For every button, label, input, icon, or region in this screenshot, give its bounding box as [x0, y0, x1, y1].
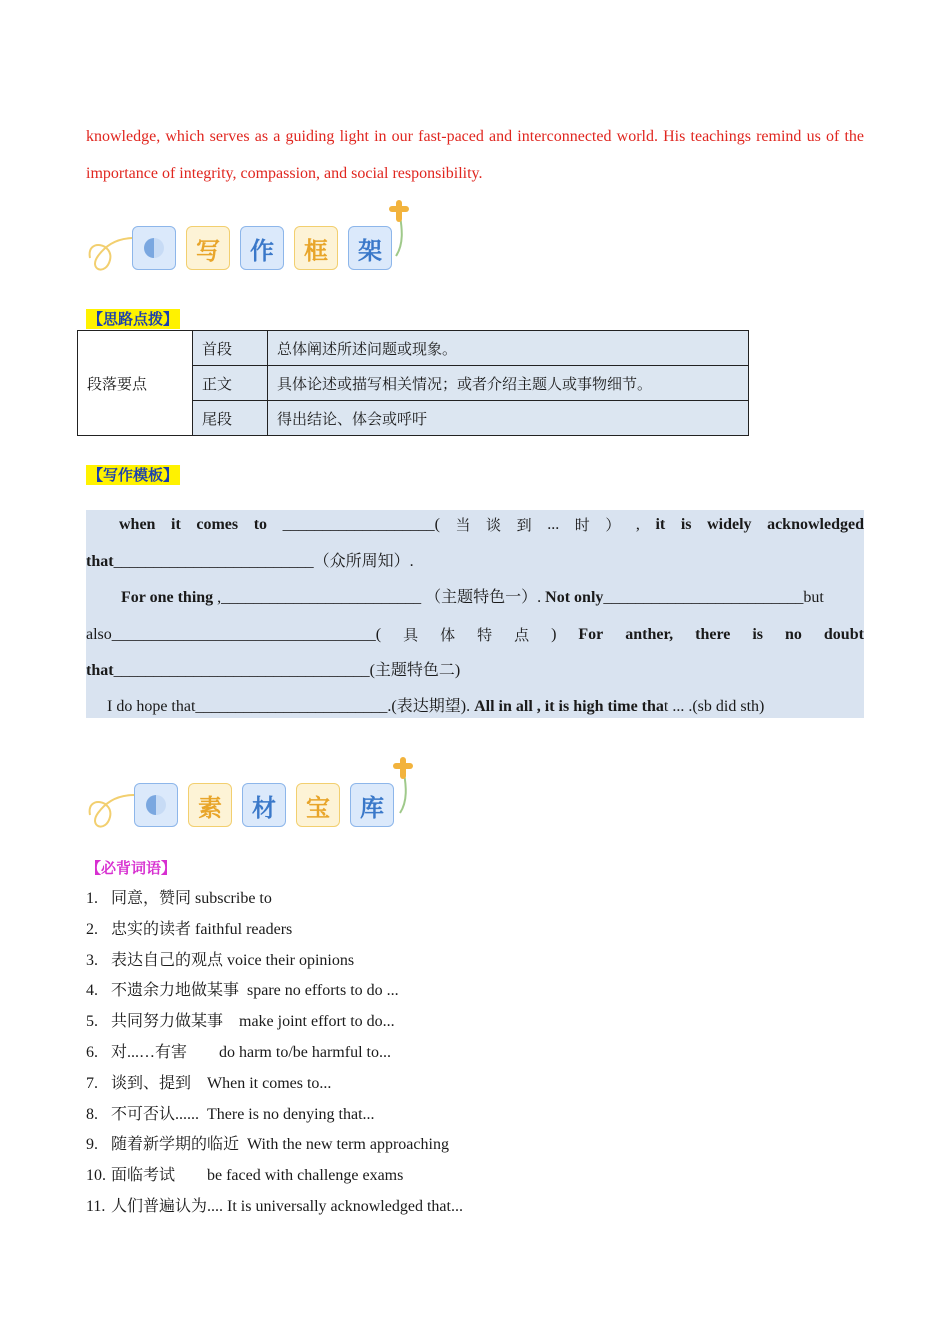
item-text: 不可否认...... There is no denying that... [111, 1105, 375, 1123]
template-word: no [785, 626, 802, 643]
banner-char: 库 [350, 783, 394, 827]
template-line-5 [86, 656, 864, 686]
template-word: to [253, 516, 268, 533]
item-text: 面临考试 be faced with challenge exams [111, 1167, 404, 1185]
template-label: 【写作模板】 [88, 466, 179, 484]
template-word: doubt [823, 626, 864, 643]
list-item [86, 884, 786, 915]
outline-section: 尾段 [193, 401, 268, 436]
outline-row-head: 段落要点 [78, 331, 193, 436]
template-word: Not only [545, 589, 604, 606]
list-item [86, 976, 786, 1007]
template-word: 体 [440, 626, 456, 644]
item-number: 11. [86, 1197, 106, 1215]
outline-desc: 具体论述或描写相关情况；或者介绍主题人或事物细节。 [268, 366, 749, 401]
item-text: 对...…有害 do harm to/be harmful to... [111, 1043, 391, 1061]
template-line-2 [86, 547, 864, 577]
template-word: , [635, 516, 640, 533]
item-number: 9. [86, 1136, 98, 1154]
item-text: 不遗余力地做某事 spare no efforts to do ... [111, 982, 399, 1000]
outline-section: 正文 [193, 366, 268, 401]
item-number: 8. [86, 1105, 98, 1123]
banner-char: 框 [294, 226, 338, 270]
template-word: ... [547, 516, 560, 533]
template-word: is [752, 626, 764, 643]
banner-char: 材 [242, 783, 286, 827]
template-text: _________________________（众所周知）. [113, 553, 414, 570]
template-word: when [119, 516, 156, 533]
item-text: 忠实的读者 faithful readers [111, 920, 293, 938]
flower-icon [393, 757, 413, 779]
item-number: 7. [86, 1074, 98, 1092]
template-word: 特 [477, 626, 493, 644]
template-word: acknowledged [767, 516, 864, 533]
material-library-banner [84, 755, 424, 835]
item-text: 同意，赞同 subscribe to [111, 890, 272, 907]
item-text: 表达自己的观点 voice their opinions [111, 951, 355, 969]
intro-paragraph: knowledge, which serves as a guiding light in our fast-paced and interconnected world. His teachings remind us of the importance of integrity, compassion, and social responsibility. [86, 128, 864, 182]
writing-framework-banner [84, 198, 424, 278]
outline-section: 首段 [193, 331, 268, 366]
template-word: For one thing [121, 589, 214, 606]
outline-desc: 得出结论、体会或呼吁 [268, 401, 749, 436]
list-item [86, 1038, 786, 1069]
list-item [86, 1130, 786, 1161]
banner-char: 宝 [296, 783, 340, 827]
list-item [86, 946, 786, 977]
list-item [86, 1069, 786, 1100]
banner-char: 作 [240, 226, 284, 270]
banner-char: 素 [188, 783, 232, 827]
template-word: widely [707, 516, 752, 533]
template-line-6 [86, 692, 885, 722]
banner-char: 写 [186, 226, 230, 270]
globe-icon [134, 783, 178, 827]
item-text: 共同努力做某事 make joint effort to do... [111, 1013, 395, 1031]
item-number: 1. [86, 890, 98, 907]
template-text: ________________________________(主题特色二) [113, 662, 461, 679]
globe-icon [132, 226, 176, 270]
item-number: 5. [86, 1013, 98, 1031]
template-word: there [695, 626, 731, 643]
template-text: I do hope that________________________.(表达期望). [107, 698, 475, 715]
template-text: ,_________________________ （主题特色一）. [213, 589, 546, 606]
item-number: 2. [86, 920, 98, 938]
list-item [86, 1007, 786, 1038]
writing-template [86, 510, 864, 718]
template-word: ） [605, 516, 621, 534]
template-word: For [578, 626, 604, 643]
list-item [86, 915, 786, 946]
template-word: comes [196, 516, 239, 533]
item-number: 10. [86, 1167, 106, 1185]
item-text: 随着新学期的临近 With the new term approaching [111, 1136, 449, 1154]
outline-desc: 总体阐述所述问题或现象。 [268, 331, 749, 366]
outline-table [77, 330, 749, 436]
template-word: is [680, 516, 692, 533]
list-item [86, 1100, 786, 1131]
template-word: 谈 [486, 516, 502, 534]
template-word: ) [551, 626, 557, 643]
banner-char: 架 [348, 226, 392, 270]
item-text: 谈到、提到 When it comes to... [111, 1074, 332, 1092]
template-line-4 [86, 620, 864, 650]
template-word: All in all , it is high time tha [474, 698, 664, 715]
template-word: that [86, 553, 114, 570]
template-word: 具 [403, 626, 419, 644]
vocab-label: 【必背词语】 [86, 859, 177, 877]
template-line-1 [86, 510, 864, 540]
outline-label: 【思路点拨】 [88, 310, 179, 328]
template-text: t ... .(sb did sth) [663, 698, 765, 715]
template-word: it [171, 516, 181, 533]
template-word: 时 [574, 516, 590, 534]
list-item [86, 1161, 786, 1192]
template-word: 当 [455, 516, 471, 534]
list-item [86, 1192, 786, 1223]
template-line-3 [86, 583, 899, 613]
template-word: 点 [514, 626, 530, 644]
flower-icon [389, 200, 409, 222]
template-word: that [86, 662, 114, 679]
template-word: 到 [516, 516, 532, 534]
template-word: it [655, 516, 666, 533]
template-text: _________________________but [603, 589, 824, 606]
item-number: 4. [86, 982, 98, 1000]
vocab-list [86, 884, 786, 1223]
item-number: 3. [86, 951, 98, 969]
template-blank: also_________________________________( [86, 626, 382, 643]
item-text: 人们普遍认为.... It is universally acknowledged that... [111, 1197, 463, 1215]
item-number: 6. [86, 1043, 98, 1061]
template-word: anther, [625, 626, 674, 643]
template-blank: ___________________( [282, 516, 440, 533]
